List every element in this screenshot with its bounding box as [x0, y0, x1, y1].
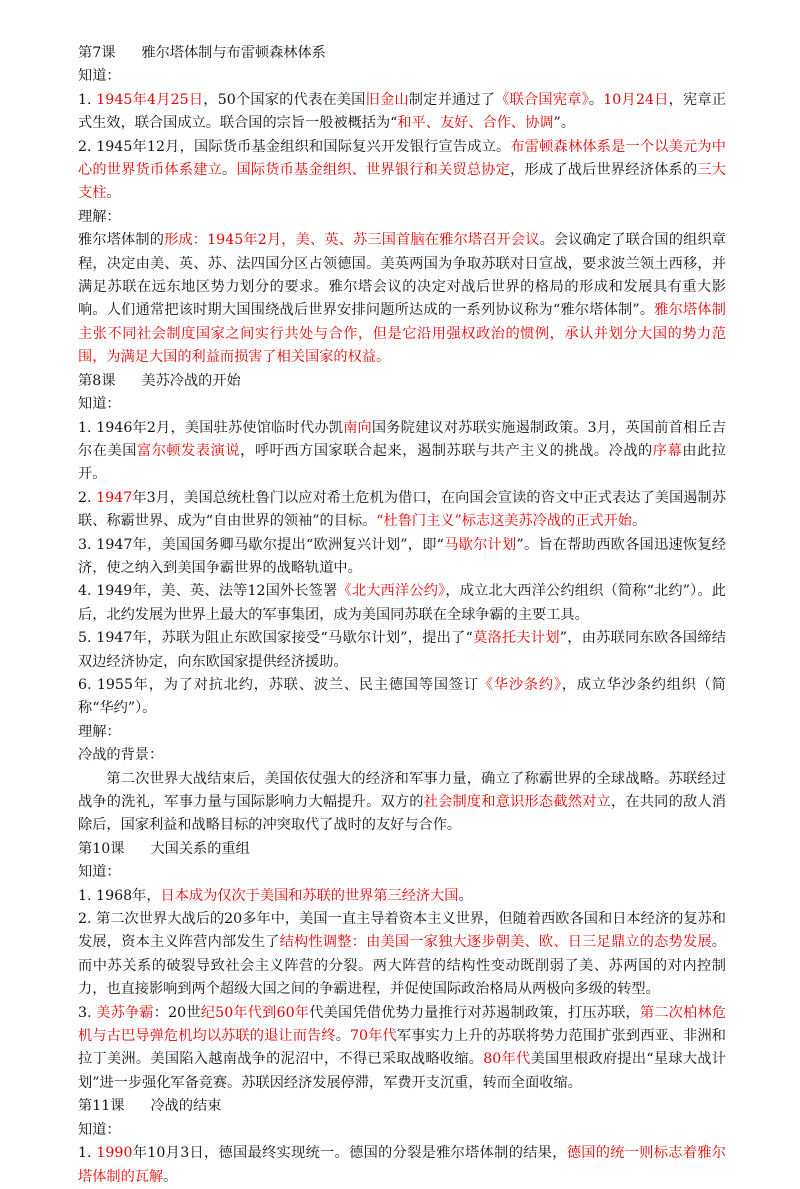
text-run: 国务院建议对苏联实施遏制政策。3月，英国前首相丘吉尔在美国	[78, 419, 726, 459]
highlighted-text: 旧金山	[365, 91, 409, 108]
highlighted-text: 南向	[343, 419, 372, 436]
lesson11-title	[78, 1095, 726, 1118]
text-run: ，50个国家的代表在美国	[203, 91, 366, 108]
highlighted-text: 纪50年代到60年	[200, 1004, 310, 1021]
text-run: 4. 1949年，美、英、法等12国外长签署	[78, 583, 338, 600]
lesson10-title	[78, 838, 726, 861]
text-run: 第二次世界大战结束后，美国依仗强大的经济和军事力量，确立了称霸世界的全球战略。苏联经过战争的洗礼，军事力量与国际影响力大幅提升。双方的	[78, 770, 726, 810]
text-run: ，呼吁西方国家联合起来，遏制苏联与共产主义的挑战。冷战的	[240, 442, 653, 459]
text-run: ，成立北大西洋公约组织（简称“北约”）。此后，北约发展为世界上最大的军事集团，成为美国同苏联在全球争霸的主要工具。	[78, 583, 726, 623]
text-run: 代美国凭借优势力量推行对苏遏制政策，打压苏联，	[309, 1004, 640, 1021]
highlighted-text: 《联合国宪章》	[495, 91, 589, 108]
paragraph	[78, 768, 726, 838]
highlighted-text: 雅尔塔体制主张不同社会制度国家之间实行共处与合作，但是它沿用强权政治的惯例，承认并划分大国的势力范围，为满足大国的利益而损害了相关国家的权益。	[78, 302, 726, 366]
paragraph	[78, 417, 726, 487]
lesson7-understand-label: 理解：	[78, 208, 121, 225]
text-run: 1. 1946年2月，美国驻苏使馆临时代办凯	[78, 419, 344, 436]
text-run: 军事实力上升的苏联将势力范围扩张到西亚、非洲和拉丁美洲。美国陷入越南战争的泥沼中，不得已采取战略收缩。	[78, 1028, 726, 1068]
highlighted-text: 形成：1945年2月，美、英、苏三国首脑在雅尔塔召开会议	[164, 232, 540, 249]
text-run: 1. 1968年，	[78, 887, 161, 904]
lesson7-name: 雅尔塔体制与布雷顿森林体系	[141, 45, 326, 61]
text-run: 2. 1945年12月，国际货币基金组织和国际复兴开发银行宣告成立。	[78, 138, 511, 155]
highlighted-text: 80年代	[483, 1051, 531, 1068]
highlighted-text: 富尔顿发表演说	[136, 442, 241, 459]
lesson11-name: 冷战的结束	[150, 1098, 222, 1115]
paragraph	[78, 627, 726, 674]
text-run: 1.	[78, 1145, 97, 1162]
highlighted-text: 1990	[96, 1145, 133, 1162]
text-run: ，形成了战后世界经济体系的	[510, 162, 698, 179]
document-page	[78, 42, 726, 1189]
cold-war-background-label: 冷战的背景：	[78, 747, 164, 764]
paragraph	[78, 674, 726, 721]
text-run: 。会议确定了联合国的组织章程，决定由美、英、苏、法四国分区占领德国。美英两国为争取苏联对日宣战，要求波兰领土西移，并满足苏联在远东地区势力划分的要求。雅尔塔会议的决定对战后世界的格局的形成和发展具有重大影响。人们通常把该时期大国围绕战后世界安排问题所达成的一系列协议称为“雅尔塔体制”。	[78, 232, 726, 319]
highlighted-text: 70年代	[350, 1028, 397, 1045]
text-run: ”，由苏联同东欧各国缔结双边经济协定，向东欧国家提供经济援助。	[78, 630, 726, 670]
text-run: 3. 1947年，美国国务卿马歇尔提出“欧洲复兴计划”，即“	[78, 536, 444, 553]
text-run: 2.	[78, 489, 97, 506]
text-run: 。	[335, 1028, 351, 1045]
text-run: 由此拉开。	[78, 442, 726, 483]
lesson8-name: 美苏冷战的开始	[141, 372, 241, 389]
text-run: 。	[163, 1168, 178, 1185]
text-run: 。	[588, 91, 604, 108]
paragraph	[78, 885, 726, 908]
lesson7-know-label: 知道：	[78, 68, 121, 85]
highlighted-text: 10月24日	[603, 91, 669, 108]
text-run: ”。旨在帮助西欧各国迅速恢复经济，使之纳入到美国争霸世界的战略轨道中。	[78, 536, 726, 576]
paragraph	[78, 89, 726, 136]
lesson10-number: 第10课	[78, 840, 125, 857]
highlighted-text: 国际货币基金组织、世界银行和关贸总协定	[236, 162, 511, 179]
highlighted-text: 结构性调整：由美国一家独大逐步朝美、欧、日三足鼎立的态势发展	[279, 934, 712, 951]
text-run: 5. 1947年，苏联为阻止东欧国家接受“马歇尔计划”，提出了“	[78, 630, 473, 647]
paragraph	[78, 487, 726, 534]
highlighted-text: 德国的统一则标志着雅尔塔体制的瓦解	[78, 1145, 726, 1185]
text-run: ”。	[553, 115, 575, 132]
highlighted-text: 《北大西洋公约》	[337, 583, 446, 600]
paragraph	[78, 229, 726, 369]
highlighted-text: 第二次柏林危机与古巴导弹危机均以苏联的退让而告终	[78, 1004, 726, 1045]
paragraph	[78, 534, 726, 581]
highlighted-text: 《华沙条约》	[478, 676, 562, 693]
text-run: 年3月，美国总统杜鲁门以应对希土危机为借口，在向国会宣读的咨文中正式表达了美国遏制苏联、称霸世界、成为“自由世界的领袖”的目标。	[78, 489, 727, 530]
text-run: 1.	[78, 91, 97, 108]
lesson10-name: 大国关系的重组	[150, 840, 250, 857]
text-run: ，成立华沙条约组织（简称“华约”）。	[78, 676, 726, 717]
highlighted-text: 马歇尔计划	[443, 536, 517, 553]
paragraph	[78, 1142, 726, 1189]
text-run: 雅尔塔体制的	[78, 232, 165, 249]
text-run: 美国里根政府提出“星球大战计划”进一步强化军备竞赛。苏联因经济发展停滞，军费开支沉重，转而全面收缩。	[78, 1051, 726, 1091]
lesson8-number: 第8课	[78, 372, 116, 389]
text-run: 3.	[78, 1004, 97, 1021]
text-run: 6. 1955年，为了对抗北约，苏联、波兰、民主德国等国签订	[78, 676, 479, 693]
highlighted-text: 1947	[96, 489, 133, 506]
lesson8-understand-label: 理解：	[78, 723, 121, 740]
highlighted-text: 布雷顿森林体系是一个以美元为中心的世界货币体系建立	[78, 138, 726, 179]
highlighted-text: 美苏争霸	[96, 1004, 154, 1021]
text-run: 。	[106, 185, 121, 202]
text-run: ：20世	[153, 1004, 201, 1021]
text-run: 。	[631, 513, 647, 530]
highlighted-text: “杜鲁门主义”标志这美苏冷战的正式开始	[376, 513, 632, 530]
text-run: 年10月3日，德国最终实现统一。德国的分裂是雅尔塔体制的结果，	[132, 1145, 567, 1162]
highlighted-text: 三大支柱	[78, 162, 726, 202]
highlighted-text: 莫洛托夫计划	[472, 630, 560, 647]
lesson11-know-label: 知道：	[78, 1121, 121, 1138]
lesson10-know-label: 知道：	[78, 864, 121, 881]
lesson11-number: 第11课	[78, 1098, 125, 1115]
text-run: 。	[458, 887, 473, 904]
lesson7-number: 第7课	[78, 45, 116, 61]
highlighted-text: 序幕	[652, 442, 683, 459]
highlighted-text: 社会制度和意识形态截然对立	[423, 794, 611, 810]
text-run: 2. 第二次世界大战后的20多年中，美国一直主导着资本主义世界，但随着西欧各国和日本经济的复苏和发展，资本主义阵营内部发生了	[78, 911, 726, 951]
paragraph	[78, 580, 726, 627]
highlighted-text: 和平、友好、合作、协调	[397, 115, 554, 132]
lesson8-title	[78, 370, 726, 393]
text-run: ，宪章正式生效，联合国成立。联合国的宗旨一般被概括为“	[78, 91, 726, 132]
paragraph	[78, 1002, 726, 1096]
paragraph	[78, 908, 726, 1002]
highlighted-text: 1945年4月25日	[96, 91, 204, 108]
text-run: 制定并通过了	[408, 91, 496, 108]
lesson8-know-label: 知道：	[78, 396, 121, 413]
lesson7-title	[78, 42, 726, 65]
text-run: 。而中苏关系的破裂导致社会主义阵营的分裂。两大阵营的结构性变动既削弱了美、苏两国的对内控制力，也直接影响到两个超级大国之间的争霸进程，并促使国际政治格局从两极向多级的转型。	[78, 934, 726, 998]
highlighted-text: 日本成为仅次于美国和苏联的世界第三经济大国	[160, 887, 459, 904]
paragraph	[78, 136, 726, 206]
text-run: ，在共同的敌人消除后，国家利益和战略目标的冲突取代了战时的友好与合作。	[78, 794, 726, 834]
text-run: 。	[222, 162, 237, 179]
